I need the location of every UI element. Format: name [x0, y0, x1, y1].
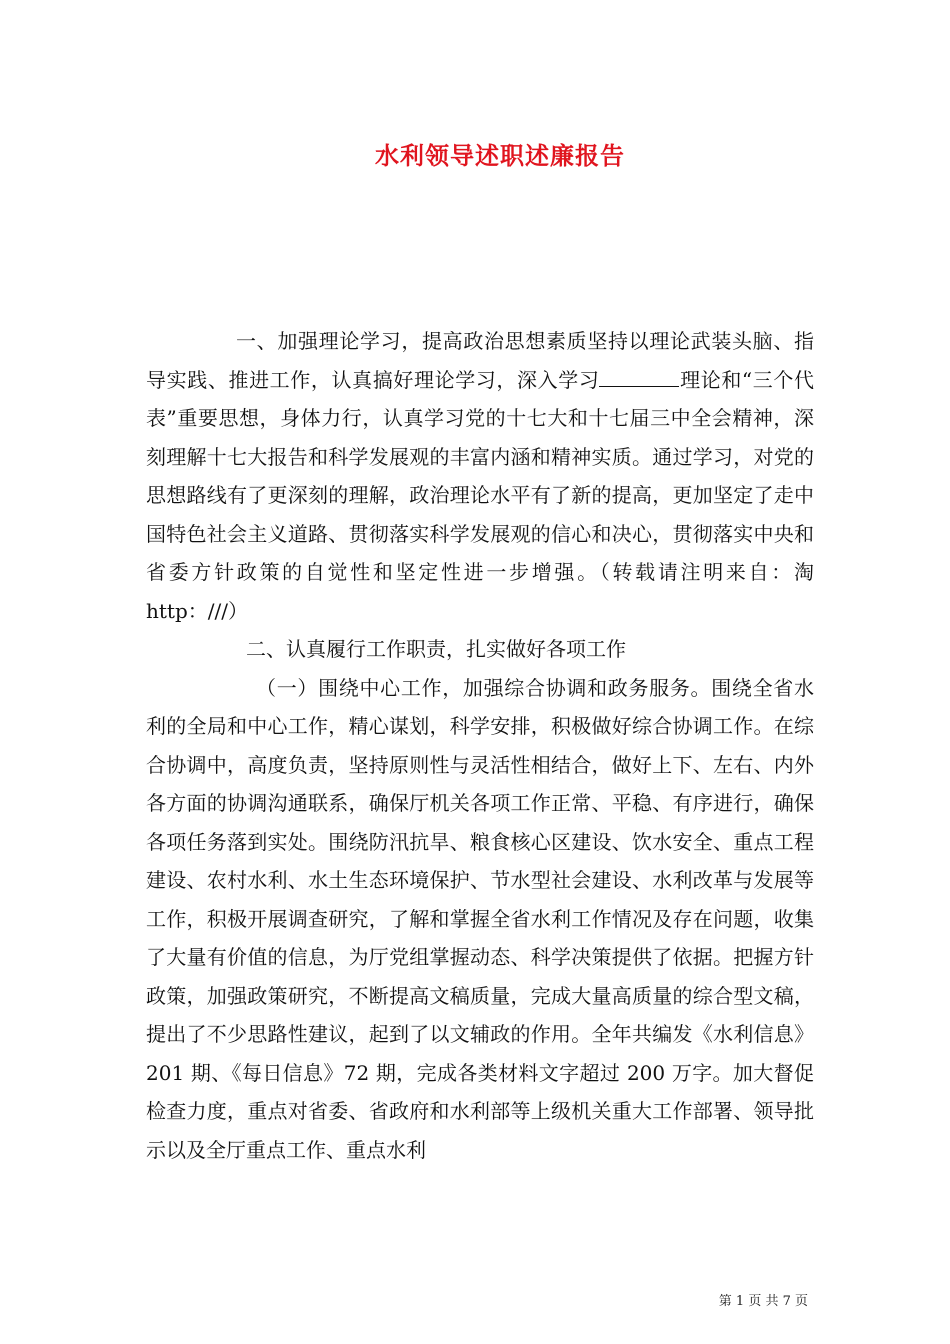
document-title: 水利领导述职述廉报告: [375, 141, 625, 170]
fill-in-blank: [599, 366, 679, 387]
paragraph-2: （一）围绕中心工作，加强综合协调和政务服务。围绕全省水利的全局和中心工作，精心谋划，科学安排，积极做好综合协调工作。在综合协调中，高度负责，坚持原则性与灵活性相结合，做好上下、左右、内外各方面的协调沟通联系，确保厅机关各项工作正常、平稳、有序进行，确保各项任务落到实处。围绕防汛抗旱、粮食核心区建设、饮水安全、重点工程建设、农村水利、水土生态环境保护、节水型社会建设、水利改革与发展等工作，积极开展调查研究，了解和掌握全省水利工作情况及存在问题，收集了大量有价值的信息，为厅党组掌握动态、科学决策提供了依据。把握方针政策，加强政策研究，不断提高文稿质量，完成大量高质量的综合型文稿，提出了不少思路性建议，起到了以文辅政的作用。全年共编发《水利信息》201 期、《每日信息》72 期，完成各类材料文字超过 200 万字。加大督促检查力度，重点对省委、省政府和水利部等上级机关重大工作部署、领导批示以及全厅重点工作、重点水利: [146, 675, 814, 1162]
page-footer: 第 1 页 共 7 页: [718, 1294, 808, 1309]
paragraph-1-part-b: 理论和“三个代表”重要思想，身体力行，认真学习党的十七大和十七届三中全会精神，深刻理解十七大报告和科学发展观的丰富内涵和精神实质。通过学习，对党的思想路线有了更深刻的理解，政治理论水平有了新的提高，更加坚定了走中国特色社会主义道路、贯彻落实科学发展观的信心和决心，贯彻落实中央和省委方针政策的自觉性和坚定性进一步增强。（转载请注明来自：淘 http：///）: [146, 367, 814, 623]
section-heading-2: 二、认真履行工作职责，扎实做好各项工作: [246, 637, 626, 661]
paragraph-1-part-a: 一、加强理论学习，提高政治思想素质坚持以理论武装头脑、指导实践、推进工作，认真搞好理论学习，深入学习: [146, 329, 814, 392]
document-body: [146, 322, 814, 1169]
paragraph-1: [146, 322, 814, 630]
